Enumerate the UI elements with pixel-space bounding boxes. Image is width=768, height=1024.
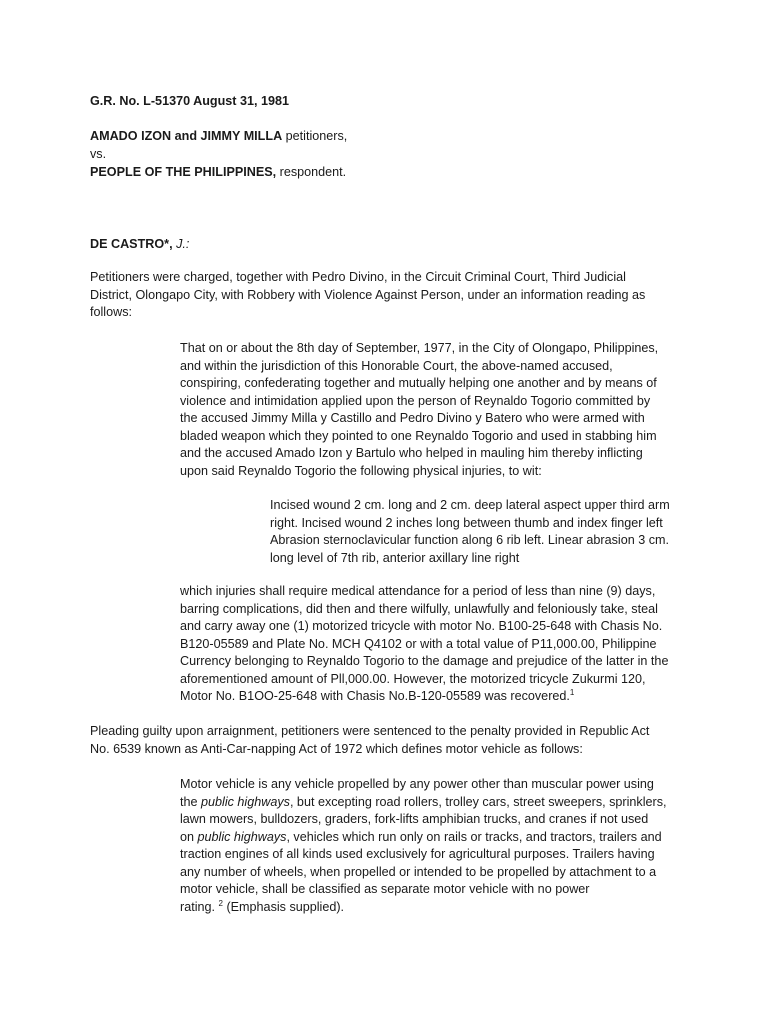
text-line: and carry away one (1) motorized tricycle with motor No. B100-25-648 with Chasis No. [180, 619, 663, 633]
petitioners-label: petitioners, [282, 129, 348, 143]
text-line: upon said Reynaldo Togorio the following physical injuries, to wit: [180, 463, 542, 478]
text-line: That on or about the 8th day of September, 1977, in the City of Olongapo, Philippines, [180, 341, 659, 355]
text-line: and the accused Amado Izon y Bartulo who helped in mauling him thereby inflicting [180, 446, 643, 460]
text-line: right. Incised wound 2 inches long between thumb and index finger left [270, 515, 663, 530]
text-line: Incised wound 2 cm. long and 2 cm. deep lateral aspect upper third arm [270, 498, 670, 512]
text-line: and within the jurisdiction of this Honorable Court, the above-named accused, [180, 358, 613, 373]
text-line [180, 688, 678, 706]
text-line: Pleading guilty upon arraignment, petitioners were sentenced to the penalty provided in Republic Act [90, 724, 650, 738]
case-number: G.R. No. L-51370 August 31, 1981 [90, 94, 290, 108]
text-segment: , but excepting road rollers, trolley cars, street sweepers, sprinklers, [289, 794, 667, 809]
text-line: the accused Jimmy Milla y Castillo and Pedro Divino y Batero who were armed with [180, 411, 645, 425]
versus-label: vs. [90, 147, 107, 161]
text-line: traction engines of all kinds used exclusively for agricultural purposes. Trailers having [180, 847, 655, 861]
quote-information [180, 340, 678, 480]
text-segment: the [180, 794, 202, 809]
quote-information-continued [180, 583, 678, 706]
text-line: follows: [90, 305, 132, 319]
text-line: aforementioned amount of Pll,000.00. However, the motorized tricycle Zukurmi 120, [180, 671, 646, 686]
emphasis-public-highways: public highways [197, 829, 287, 844]
text-line: Petitioners were charged, together with Pedro Divino, in the Circuit Criminal Court, Third Judicial [90, 270, 626, 284]
quote-injuries [270, 497, 690, 567]
quote-motor-vehicle-definition [180, 776, 678, 916]
text-line: Currency belonging to Reynaldo Togorio to the damage and prejudice of the latter in the [180, 654, 669, 668]
text-segment: rating. [180, 899, 219, 914]
footnote-ref-1[interactable]: 1 [569, 688, 575, 697]
paragraph-charges [90, 269, 688, 322]
text-line: Abrasion sternoclavicular function along 6 rib left. Linear abrasion 3 cm. [270, 533, 670, 547]
text-line: any number of wheels, when propelled or intended to be propelled by attachment to a [180, 864, 657, 879]
petitioners-names: AMADO IZON and JIMMY MILLA [90, 129, 283, 143]
ponente-title: J.: [172, 237, 190, 251]
text-line: No. 6539 known as Anti-Car-napping Act of 1972 which defines motor vehicle as follows: [90, 741, 583, 756]
text-segment: on [180, 829, 198, 844]
ponente-line [90, 236, 690, 254]
text-line: lawn mowers, bulldozers, graders, fork-lifts amphibian trucks, and cranes if not used [180, 812, 649, 826]
paragraph-arraignment [90, 723, 688, 758]
ponente-name: DE CASTRO*, [90, 237, 173, 251]
text-line: bladed weapon which they pointed to one Reynaldo Togorio and used in stabbing him [180, 428, 657, 443]
text-segment: Motor No. B1OO-25-648 with Chasis No.B-120-05589 was recovered. [180, 689, 570, 703]
text-segment: , vehicles which run only on rails or tracks, and tractors, trailers and [286, 829, 662, 844]
text-line: which injuries shall require medical attendance for a period of less than nine (9) days, [180, 584, 656, 598]
respondent-name: PEOPLE OF THE PHILIPPINES, [90, 165, 277, 179]
text-line [180, 829, 678, 847]
emphasis-public-highways: public highways [201, 794, 290, 809]
text-line: violence and intimidation applied upon the person of Reynaldo Togorio committed by [180, 393, 651, 408]
case-title-petitioners [90, 128, 690, 146]
text-line [180, 899, 678, 917]
text-line: long level of 7th rib, anterior axillary line right [270, 550, 520, 565]
text-line: motor vehicle, shall be classified as separate motor vehicle with no power [180, 882, 590, 896]
text-line [180, 794, 678, 812]
case-title-respondent [90, 164, 690, 182]
text-segment: (Emphasis supplied). [222, 899, 345, 914]
text-line: conspiring, confederating together and mutually helping one another and by means of [180, 376, 657, 390]
text-line: B120-05589 and Plate No. MCH Q4102 or with a total value of P11,000.00, Philippine [180, 636, 657, 651]
text-line: barring complications, did then and there wilfully, unlawfully and feloniously take, steal [180, 601, 658, 616]
text-line: Motor vehicle is any vehicle propelled by any power other than muscular power using [180, 777, 654, 791]
respondent-label: respondent. [276, 165, 347, 179]
text-line: District, Olongapo City, with Robbery with Violence Against Person, under an information reading as [90, 287, 646, 302]
footnote-ref-2[interactable]: 2 [218, 898, 223, 908]
